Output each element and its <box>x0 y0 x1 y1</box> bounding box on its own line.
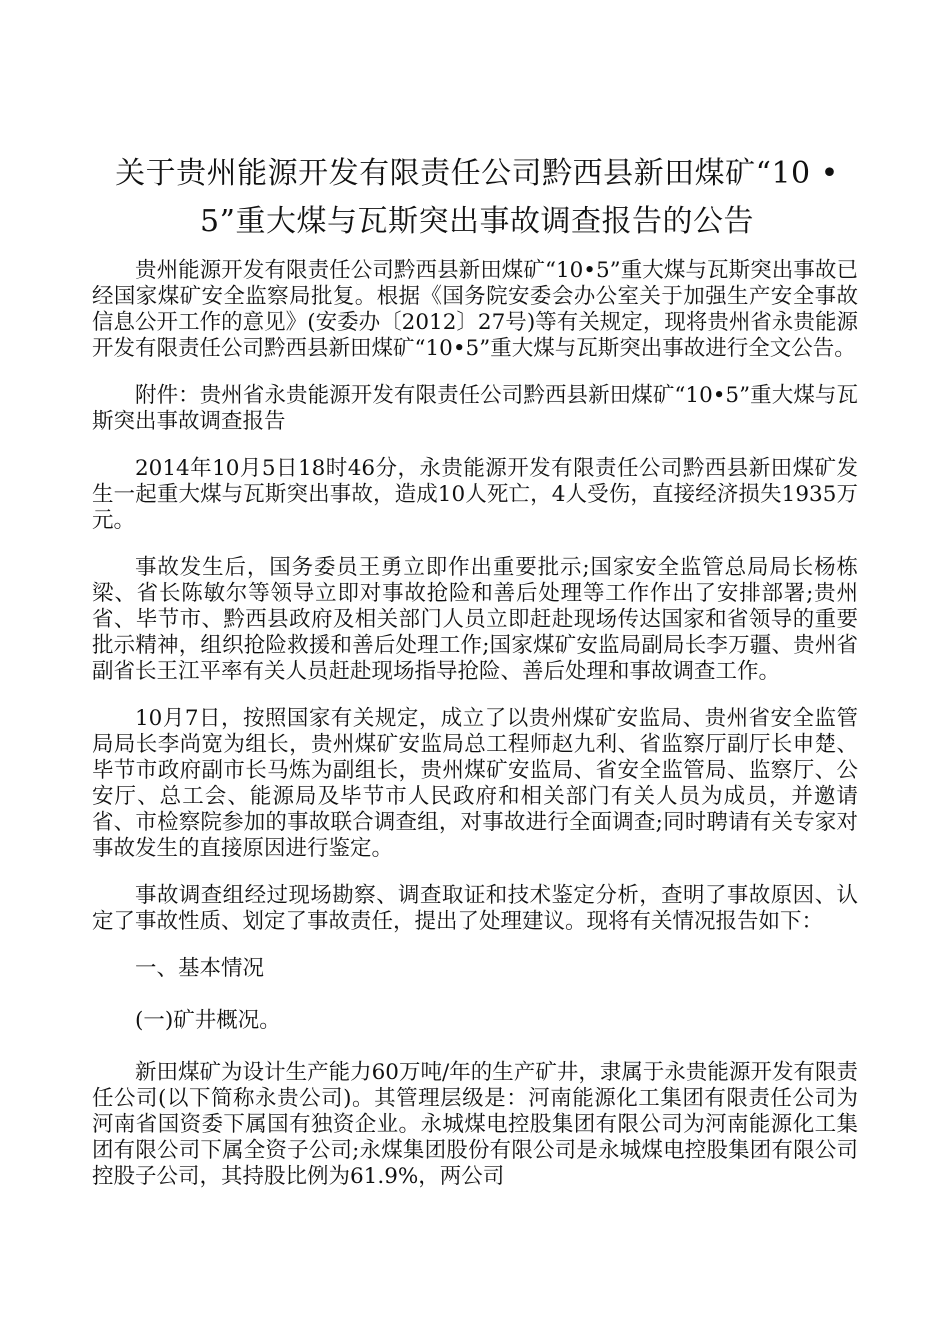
paragraph-accident-summary: 2014年10月5日18时46分，永贵能源开发有限责任公司黔西县新田煤矿发生一起重大煤与瓦斯突出事故，造成10人死亡，4人受伤，直接经济损失1935万元。 <box>92 456 858 533</box>
paragraph-response: 事故发生后，国务委员王勇立即作出重要批示;国家安全监管总局局长杨栋梁、省长陈敏尔等领导立即对事故抢险和善后处理等工作作出了安排部署;贵州省、毕节市、黔西县政府及相关部门人员立即赶赴现场传达国家和省领导的重要批示精神，组织抢险救援和善后处理工作;国家煤矿安监局副局长李万疆、贵州省副省长王江平率有关人员赶赴现场指导抢险、善后处理和事故调查工作。 <box>92 555 858 684</box>
document-body <box>92 258 858 1211</box>
subsection-heading-mine-overview: (一)矿井概况。 <box>135 1008 281 1033</box>
section-heading-basic-info: 一、基本情况 <box>135 956 265 981</box>
paragraph-investigation-team: 10月7日，按照国家有关规定，成立了以贵州煤矿安监局、贵州省安全监管局局长李尚宽为组长，贵州煤矿安监局总工程师赵九利、省监察厅副厅长申楚、毕节市政府副市长马炼为副组长，贵州煤矿安监局、省安全监管局、监察厅、公安厅、总工会、能源局及毕节市人民政府和相关部门有关人员为成员，并邀请省、市检察院参加的事故联合调查组，对事故进行全面调查;同时聘请有关专家对事故发生的直接原因进行鉴定。 <box>92 706 858 861</box>
paragraph-mine-overview: 新田煤矿为设计生产能力60万吨/年的生产矿井，隶属于永贵能源开发有限责任公司(以下简称永贵公司)。其管理层级是：河南能源化工集团有限责任公司为河南省国资委下属国有独资企业。永城煤电控股集团有限公司为河南能源化工集团有限公司下属全资子公司;永煤集团股份有限公司是永城煤电控股集团有限公司控股子公司，其持股比例为61.9%，两公司 <box>92 1060 858 1189</box>
document-title: 关于贵州能源开发有限责任公司黔西县新田煤矿“10 • 5”重大煤与瓦斯突出事故调查报告的公告 <box>115 156 839 239</box>
paragraph-attachment: 附件：贵州省永贵能源开发有限责任公司黔西县新田煤矿“10•5”重大煤与瓦斯突出事故调查报告 <box>92 383 858 434</box>
paragraph-findings: 事故调查组经过现场勘察、调查取证和技术鉴定分析，查明了事故原因、认定了事故性质、划定了事故责任，提出了处理建议。现将有关情况报告如下： <box>92 883 858 934</box>
paragraph-announcement: 贵州能源开发有限责任公司黔西县新田煤矿“10•5”重大煤与瓦斯突出事故已经国家煤矿安全监察局批复。根据《国务院安委会办公室关于加强生产安全事故信息公开工作的意见》(安委办〔2012〕27号)等有关规定，现将贵州省永贵能源开发有限责任公司黔西县新田煤矿“10•5”重大煤与瓦斯突出事故进行全文公告。 <box>92 258 858 361</box>
